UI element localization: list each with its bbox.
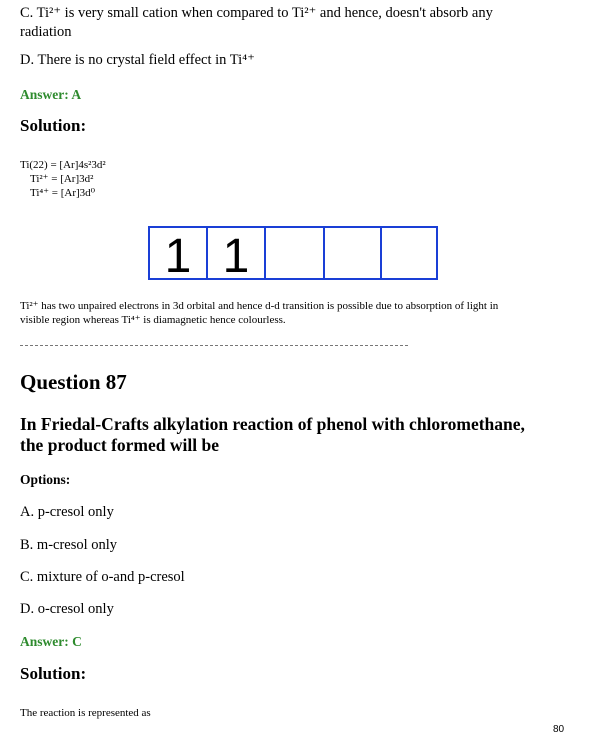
- option-c-line1: C. Ti²⁺ is very small cation when compared to Ti²⁺ and hence, doesn't absorb any: [20, 5, 493, 21]
- question-text-line2: the product formed will be: [20, 435, 219, 455]
- section-divider: [20, 345, 408, 346]
- explanation-line1: Ti²⁺ has two unpaired electrons in 3d orbital and hence d-d transition is possible due to absorption of light in: [20, 300, 499, 312]
- electron-configurations: [20, 158, 106, 200]
- solution-heading: Solution:: [20, 664, 87, 683]
- orbital-boxes: [148, 226, 440, 282]
- question-text: [20, 414, 580, 456]
- option-b: B. m-cresol only: [20, 537, 118, 553]
- config-line: Ti(22) = [Ar]4s²3d²: [20, 159, 106, 171]
- page-number: 80: [553, 724, 565, 735]
- explanation-line2: visible region whereas Ti⁴⁺ is diamagnetic hence colourless.: [20, 314, 286, 326]
- option-d: D. o-cresol only: [20, 601, 114, 617]
- option-c-line2: radiation: [20, 24, 72, 40]
- electron-arrow-2: 1: [222, 230, 250, 282]
- orbital-outline: [149, 227, 437, 279]
- question-text-line1: In Friedal-Crafts alkylation reaction of phenol with chloromethane,: [20, 414, 525, 434]
- option-a: A. p-cresol only: [20, 504, 114, 520]
- options-heading: Options:: [20, 472, 71, 487]
- answer-label: Answer: A: [20, 87, 82, 102]
- option-c: C. mixture of o-and p-cresol: [20, 569, 185, 585]
- explanation: [20, 299, 580, 327]
- question-title: Question 87: [20, 370, 127, 394]
- orbital-diagram: [148, 226, 440, 287]
- config-line: Ti²⁺ = [Ar]3d²: [30, 173, 94, 185]
- option-c: [20, 4, 580, 42]
- answer-label: Answer: C: [20, 634, 82, 649]
- solution-heading: Solution:: [20, 116, 87, 135]
- config-line: Ti⁴⁺ = [Ar]3d⁰: [30, 187, 96, 199]
- solution-text: The reaction is represented as: [20, 707, 151, 719]
- option-d: D. There is no crystal field effect in Ti⁴⁺: [20, 52, 255, 68]
- electron-arrow-1: 1: [164, 230, 192, 282]
